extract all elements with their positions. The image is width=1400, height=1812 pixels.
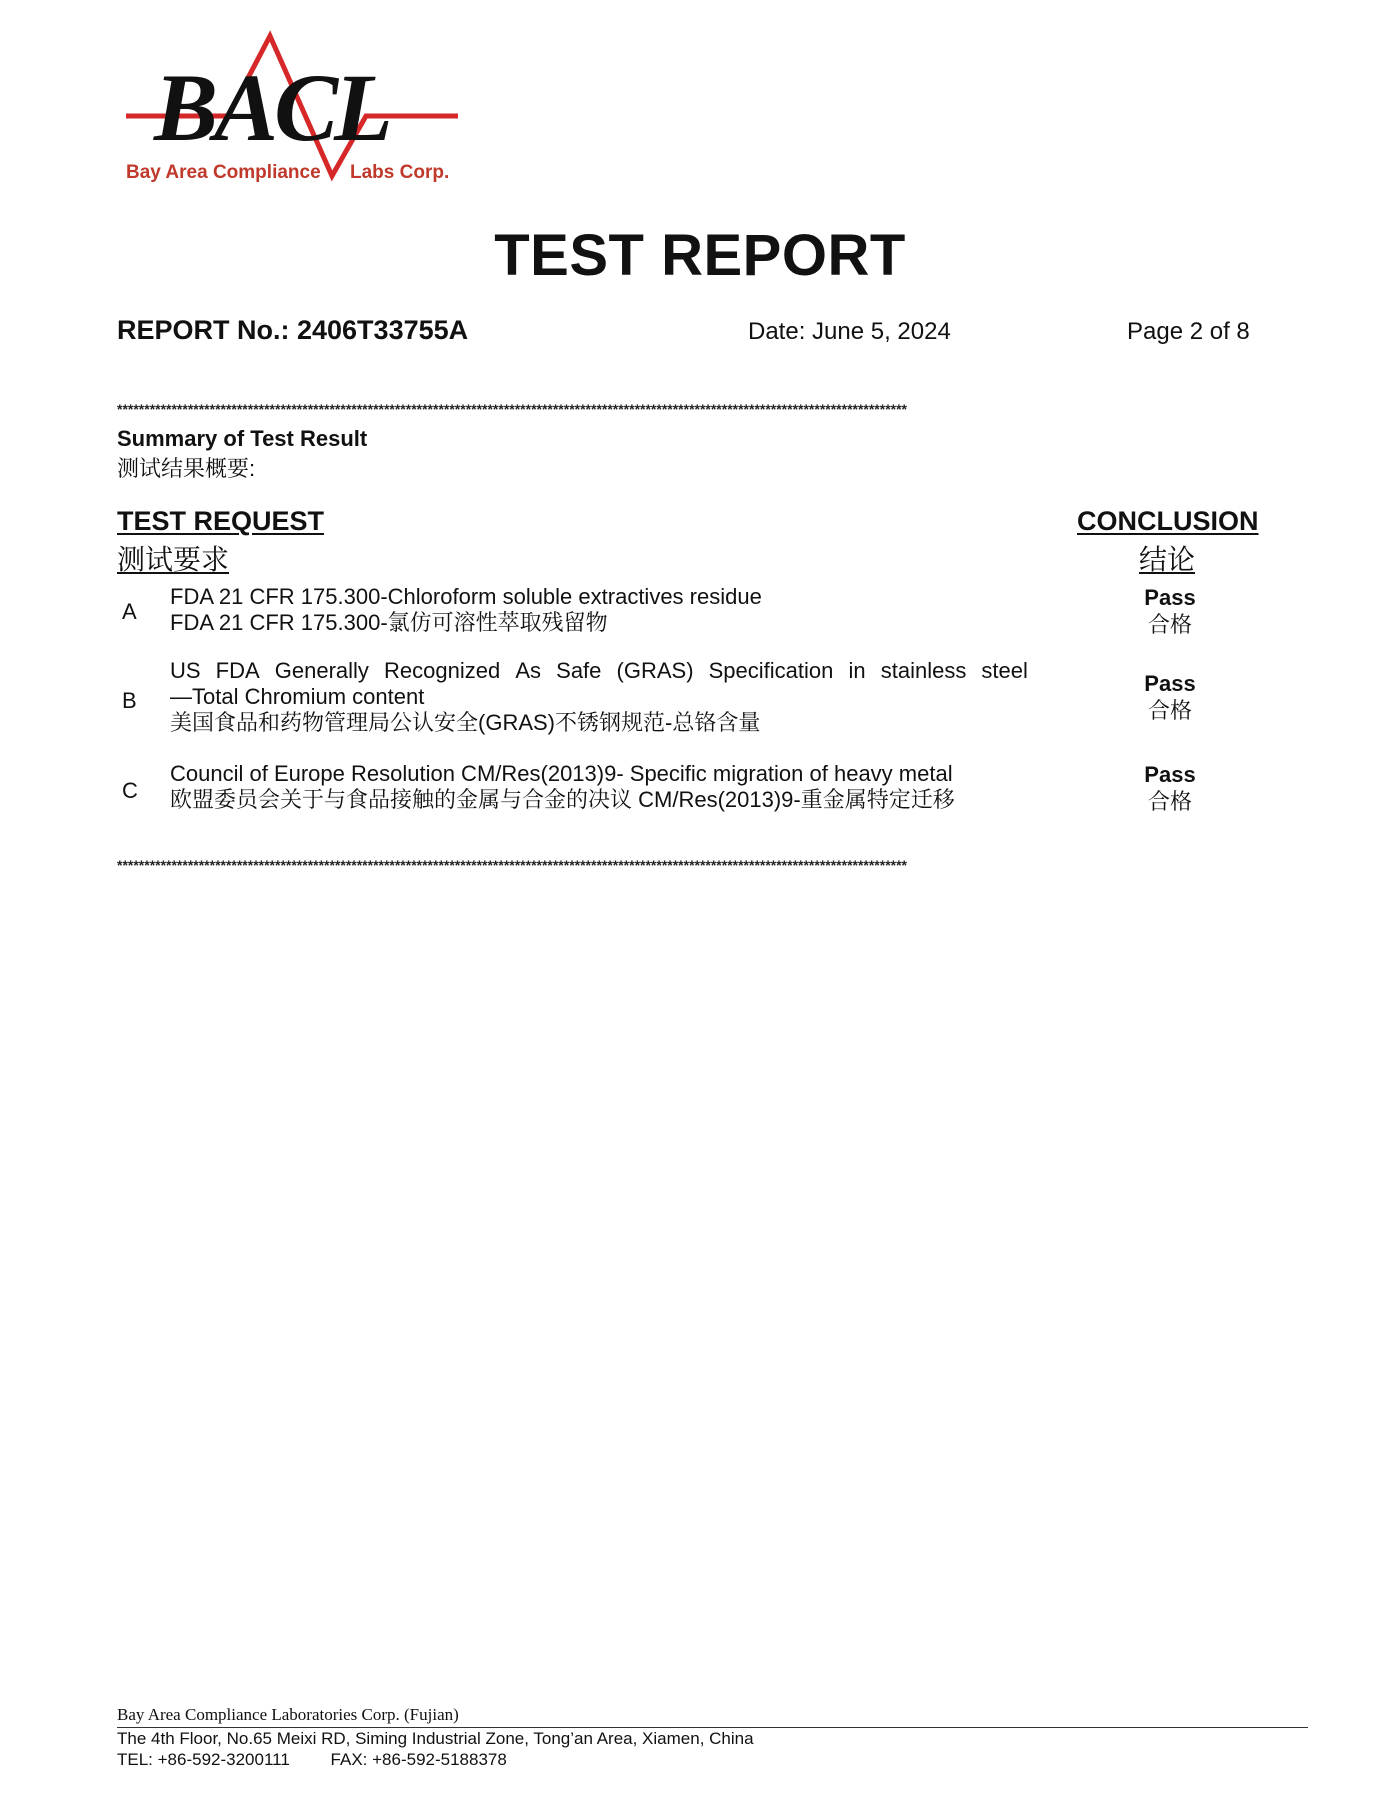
footer-address: The 4th Floor, No.65 Meixi RD, Siming Industrial Zone, Tong’an Area, Xiamen, China (117, 1729, 754, 1748)
report-number: REPORT No.: 2406T33755A (117, 315, 469, 345)
separator-top: ************************************************************************************************************************************************* (117, 402, 907, 416)
row-letter-c: C (122, 778, 138, 803)
request-c-line-cn: 欧盟委员会关于与食品接触的金属与合金的决议 CM/Res(2013)9-重金属特定迁移 (170, 787, 955, 812)
report-date: Date: June 5, 2024 (748, 318, 951, 345)
svg-text:Labs Corp.: Labs Corp. (350, 162, 450, 183)
footer-divider (117, 1727, 1308, 1728)
result-b-pass-cn: 合格 (1147, 698, 1192, 723)
test-request-b (170, 658, 1028, 736)
separator-bottom: ************************************************************************************************************************************************* (117, 858, 907, 872)
request-b-line-en-2: —Total Chromium content (170, 684, 425, 709)
row-letter-a: A (122, 599, 137, 624)
word: Safe (556, 658, 602, 683)
summary-title-cn: 测试结果概要: (117, 456, 256, 481)
word: steel (981, 658, 1028, 683)
word: Specification (708, 658, 834, 683)
test-request-a (170, 584, 762, 636)
word: (GRAS) (616, 658, 694, 683)
footer-tel: TEL: +86-592-3200111 (117, 1750, 290, 1769)
summary-title: Summary of Test Result (117, 426, 368, 451)
page-number: Page 2 of 8 (1127, 318, 1250, 345)
row-letter-b: B (122, 688, 137, 713)
result-b-pass: Pass (1144, 671, 1196, 696)
request-a-line-cn: FDA 21 CFR 175.300-氯仿可溶性萃取残留物 (170, 610, 608, 635)
word: in (848, 658, 866, 683)
test-request-header-cn: 测试要求 (117, 544, 230, 575)
report-title: TEST REPORT (494, 223, 906, 288)
result-b (1000, 670, 1340, 724)
result-a-pass: Pass (1144, 585, 1196, 610)
bacl-logo (118, 28, 468, 188)
footer-company: Bay Area Compliance Laboratories Corp. (Fujian) (117, 1705, 459, 1724)
conclusion-header-cn: 结论 (1139, 544, 1196, 575)
result-c (1000, 761, 1340, 815)
result-a-pass-cn: 合格 (1147, 612, 1192, 637)
request-b-line-en (170, 658, 1028, 684)
word: stainless (880, 658, 967, 683)
result-c-pass: Pass (1144, 762, 1196, 787)
test-request-header: TEST REQUEST (117, 506, 325, 536)
result-a (1000, 584, 1340, 638)
footer-fax: FAX: +86-592-5188378 (330, 1750, 507, 1769)
request-b-line-cn: 美国食品和药物管理局公认安全(GRAS)不锈钢规范-总铬含量 (170, 710, 761, 735)
svg-text:BACL: BACL (154, 54, 389, 161)
footer-contact (117, 1750, 543, 1770)
svg-text:Bay Area Compliance: Bay Area Compliance (126, 162, 321, 183)
request-a-line-en: FDA 21 CFR 175.300-Chloroform soluble extractives residue (170, 584, 762, 609)
word: Recognized (384, 658, 501, 683)
word: As (515, 658, 542, 683)
request-c-line-en: Council of Europe Resolution CM/Res(2013)9- Specific migration of heavy metal (170, 761, 953, 786)
test-request-c (170, 761, 955, 813)
result-c-pass-cn: 合格 (1147, 789, 1192, 814)
word: FDA (215, 658, 260, 683)
conclusion-header: CONCLUSION (1077, 506, 1259, 536)
word: US (170, 658, 201, 683)
word: Generally (274, 658, 369, 683)
